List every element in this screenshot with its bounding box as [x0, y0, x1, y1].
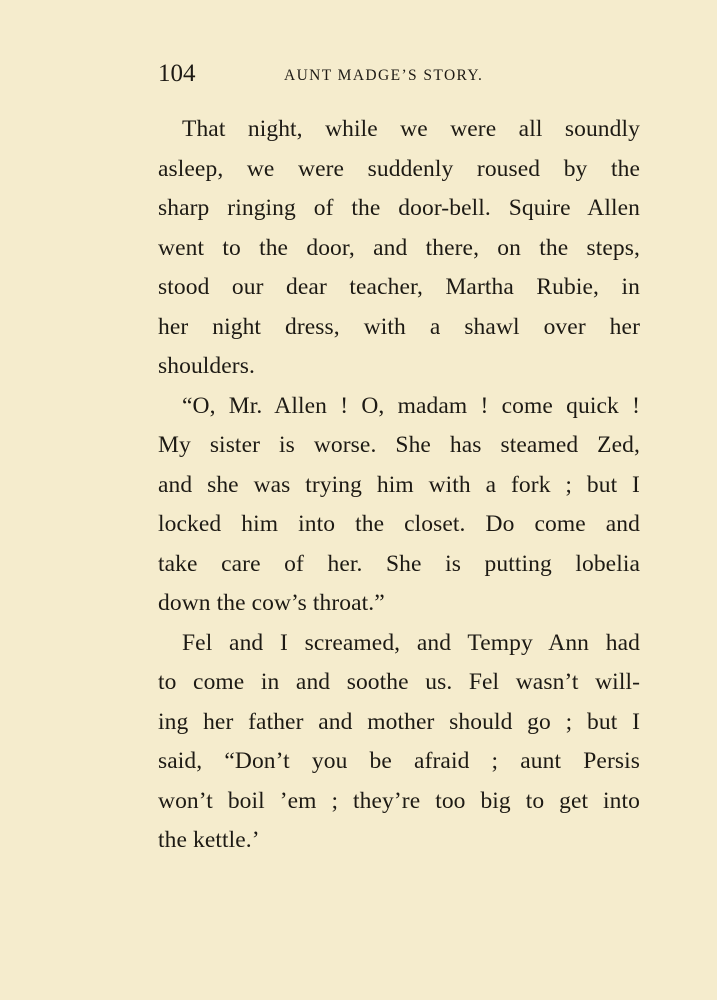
text-line: down the cow’s throat.”	[158, 590, 385, 616]
text-line: take care of her. She is putting lobelia	[158, 550, 640, 577]
text-line: the kettle.’	[158, 827, 260, 853]
text-line: Fel and I screamed, and Tempy Ann had	[182, 629, 640, 656]
text-line: locked him into the closet. Do come and	[158, 511, 640, 537]
text-line: sharp ringing of the door-bell. Squire Allen	[158, 195, 640, 221]
text-line: her night dress, with a shawl over her	[158, 313, 640, 340]
text-line: said, “Don’t you be afraid ; aunt Persis	[158, 748, 640, 774]
body-text	[158, 110, 640, 861]
text-line: to come in and soothe us. Fel wasn’t will-	[158, 669, 640, 695]
text-line: shoulders.	[158, 353, 255, 379]
text-line: went to the door, and there, on the steps,	[158, 234, 640, 261]
text-line: That night, while we were all soundly	[182, 116, 640, 142]
page-header	[158, 58, 558, 90]
text-line: and she was trying him with a fork ; but I	[158, 471, 640, 498]
text-line: My sister is worse. She has steamed Zed,	[158, 432, 640, 458]
text-line: ing her father and mother should go ; but I	[158, 708, 640, 735]
text-line: won’t boil ’em ; they’re too big to get into	[158, 787, 640, 814]
text-line: stood our dear teacher, Martha Rubie, in	[158, 274, 640, 300]
text-line: “O, Mr. Allen ! O, madam ! come quick !	[182, 392, 640, 419]
text-line: asleep, we were suddenly roused by the	[158, 155, 640, 182]
running-title: AUNT MADGE’S STORY.	[284, 67, 484, 84]
page-number: 104	[158, 60, 196, 87]
